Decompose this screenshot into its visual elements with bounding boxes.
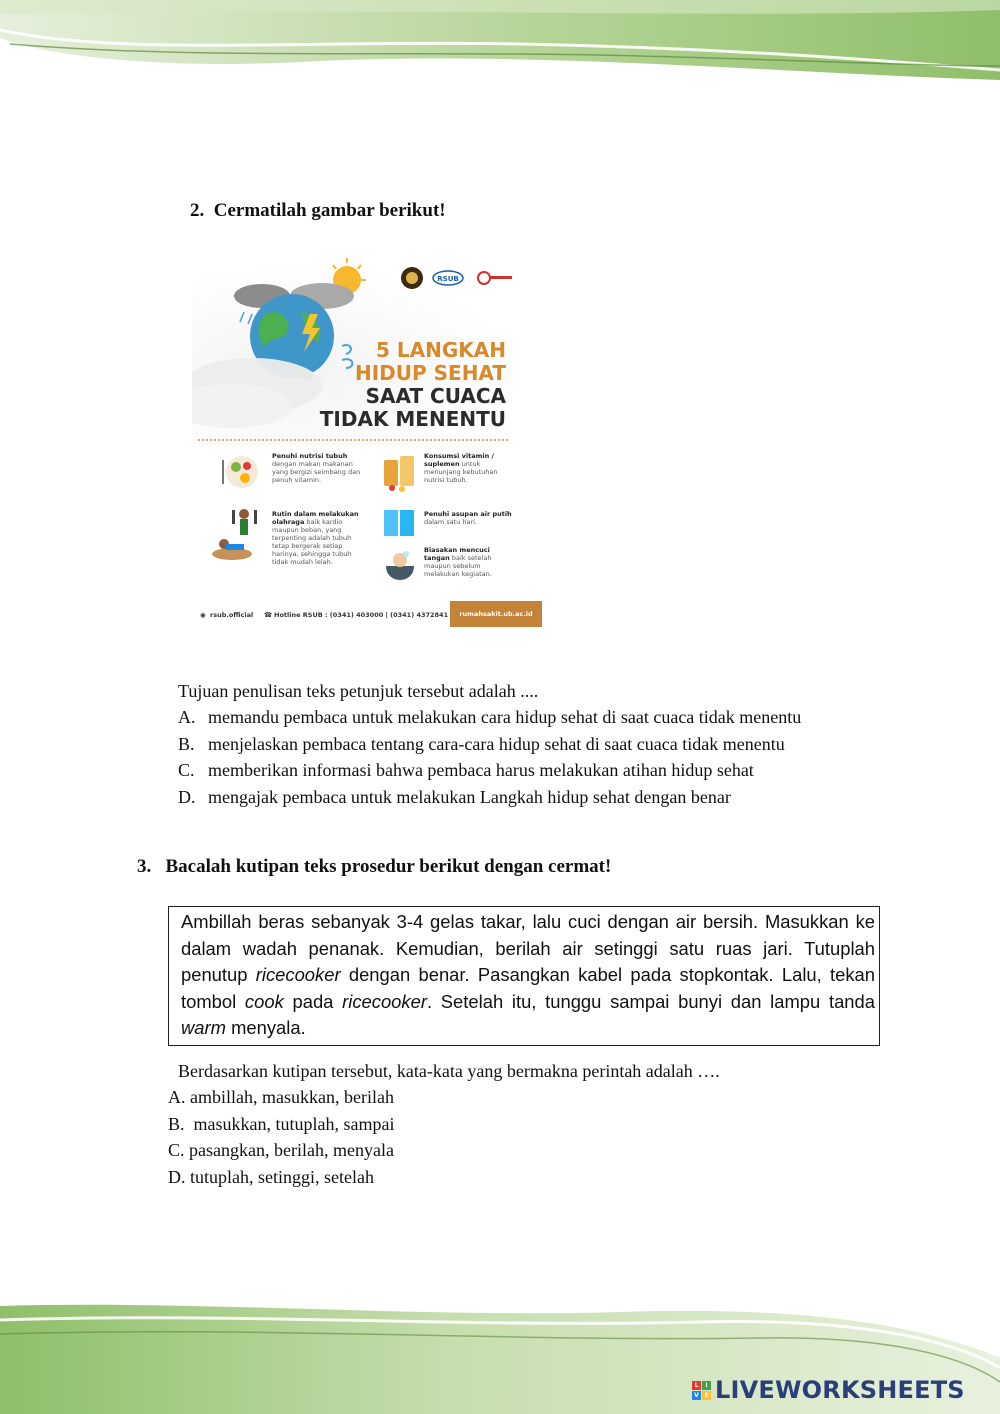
grid-letter: V [692,1391,701,1400]
poster-heading [320,339,506,431]
passage-text-4: . Setelah itu, tunggu sampai bunyi dan lampu tanda [426,990,875,1012]
question-3-heading [137,856,611,878]
liveworksheets-brand: LIVEWORKSHEETS [715,1376,965,1404]
passage-text-3: pada [283,990,343,1012]
poster-hotline: Hotline RSUB : (0341) 403000 | (0341) 4372841 [274,611,449,619]
passage-text-5: menyala. [225,1017,306,1039]
poster-tip-4 [424,510,516,526]
poster-divider [198,439,508,441]
option-text: tutuplah, setinggi, setelah [190,1167,374,1187]
passage-italic-2: cook [244,990,284,1012]
question-3-text: Berdasarkan kutipan tersebut, kata-kata yang bermakna perintah adalah …. [178,1061,720,1081]
passage-italic-4: warm [181,1017,226,1039]
water-icon [382,508,418,538]
liveworksheets-grid-icon [692,1381,711,1400]
question-2-text: Tujuan penulisan teks petunjuk tersebut adalah .... [178,681,539,701]
instagram-icon: ◉ [200,611,206,619]
option-letter: C. [178,760,195,780]
poster-heading-line-1: 5 LANGKAH [376,338,506,362]
option-text: ambillah, masukkan, berilah [190,1087,394,1107]
passage-italic-3: ricecooker [342,990,427,1012]
question-3-option-a[interactable] [168,1084,394,1111]
question-2-option-b[interactable] [178,731,785,758]
question-2-option-a[interactable] [178,704,801,731]
phone-icon: ☎ [264,611,273,619]
question-2-option-d[interactable] [178,784,731,811]
vitamin-icon [382,452,418,492]
exercise-icon [210,506,268,566]
grid-letter: E [702,1391,711,1400]
passage-text-1: Ambillah beras sebanyak 3-4 gelas takar, lalu cuci dengan air bersih. Masukkan ke dalam wadah penanak. Kemudian, berilah air setinggi satu ruas jari. Tutuplah penutup [181,911,875,986]
option-letter: A. [178,707,196,727]
option-text: pasangkan, berilah, menyala [189,1140,394,1160]
question-3-number: 3. [137,856,152,877]
option-letter: D. [178,787,196,807]
question-3-option-c[interactable] [168,1137,394,1164]
food-icon [220,452,268,492]
poster-tip-2 [424,452,516,484]
top-banner [0,0,1000,90]
question-2-heading [190,200,446,222]
option-letter: C. [168,1140,185,1160]
option-letter: D. [168,1167,186,1187]
poster-tip-2-bold: Konsumsi vitamin / suplemen [424,452,494,468]
procedure-passage-box [168,906,880,1046]
option-letter: B. [178,734,195,754]
poster-footer [192,601,542,629]
poster-tip-1-bold: Penuhi nutrisi tubuh [272,452,348,460]
poster-heading-line-3: SAAT CUACA [365,384,506,408]
option-text: mengajak pembaca untuk melakukan Langkah hidup sehat dengan benar [208,787,731,807]
option-text: menjelaskan pembaca tentang cara-cara hidup sehat di saat cuaca tidak menentu [208,734,785,754]
poster-tip-2-text: untuk menunjang kebutuhan nutrisi tubuh. [424,460,498,484]
question-2-option-c[interactable] [178,757,754,784]
poster-website: rumahsakit.ub.ac.id [450,601,542,627]
poster-tip-1-text: dengan makan makanan yang bergizi seimbang dan penuh vitamin. [272,460,361,484]
health-tips-poster [192,256,542,634]
poster-tip-3 [272,510,364,566]
poster-tip-5 [424,546,516,578]
question-2-number: 2. [190,200,205,221]
poster-tip-1 [272,452,364,484]
poster-heading-line-4: TIDAK MENENTU [319,407,506,431]
liveworksheets-logo [692,1374,965,1406]
poster-tip-4-text: dalam satu hari. [424,518,478,526]
poster-social: rsub.official [210,611,254,619]
option-text: memandu pembaca untuk melakukan cara hidup sehat di saat cuaca tidak menentu [208,707,802,727]
poster-tip-4-bold: Penuhi asupan air putih [424,510,512,518]
grid-letter: L [692,1381,701,1390]
poster-heading-line-2: HIDUP SEHAT [354,361,506,385]
rsub-logo-text: RSUB [437,275,459,283]
poster-tip-5-text: baik setelah maupun sebelum melakukan kegiatan. [424,554,492,578]
question-3-option-d[interactable] [168,1164,374,1191]
question-2-title: Cermatilah gambar berikut! [213,200,446,221]
handwash-icon [382,548,418,582]
passage-italic-1: ricecooker [255,964,341,986]
poster-tip-3-bold: Rutin dalam melakukan olahraga [272,510,359,526]
partner-logo [478,272,490,284]
poster-tip-3-text: baik kardio maupun beban, yang terpenting adalah tubuh tetap bergerak setiap harinya, sehingga tubuh tidak mudah lelah. [272,518,352,566]
option-letter: A. [168,1087,186,1107]
option-letter: B. [168,1114,185,1134]
question-3-option-b[interactable] [168,1111,394,1138]
grid-letter: I [702,1381,711,1390]
option-text: memberikan informasi bahwa pembaca harus melakukan atihan hidup sehat [208,760,754,780]
poster-tip-5-bold: Biasakan mencuci tangan [424,546,490,562]
passage-text-2: dengan benar. Pasangkan kabel pada stopkontak. Lalu, tekan tombol [181,964,876,1012]
question-3-title: Bacalah kutipan teks prosedur berikut dengan cermat! [165,856,612,877]
option-text: masukkan, tutuplah, sampai [193,1114,395,1134]
